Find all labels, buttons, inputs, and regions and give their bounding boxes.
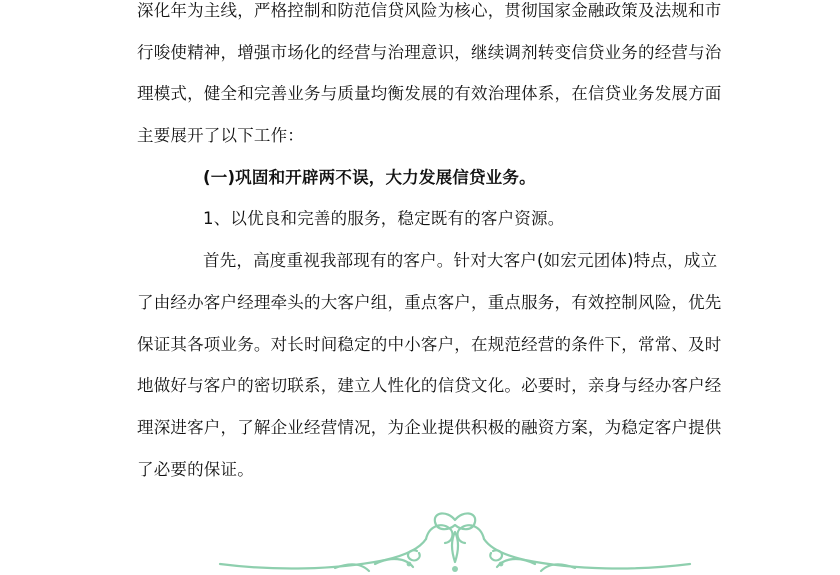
body-line: 深化年为主线，严格控制和防范信贷风险为核心，贯彻国家金融政策及法规和市: [137, 1, 722, 20]
body-line: 行唆使精神，增强市场化的经营与治理意识，继续调剂转变信贷业务的经营与治: [137, 42, 722, 62]
floral-scroll-ornament-icon: [215, 508, 695, 575]
body-line: 主要展开了以下工作：: [137, 126, 304, 146]
section-heading: (一)巩固和开辟两不误，大力发展信贷业务。: [203, 167, 536, 187]
paragraph-line: 理深进客户，了解企业经营情况，为企业提供积极的融资方案，为稳定客户提供: [137, 417, 722, 437]
paragraph-line: 了必要的保证。: [137, 459, 254, 479]
paragraph-line: 首先，高度重视我部现有的客户。针对大客户(如宏元团体)特点，成立: [203, 251, 718, 271]
sub-heading: 1、以优良和完善的服务，稳定既有的客户资源。: [203, 209, 565, 229]
body-line: 理模式，健全和完善业务与质量均衡发展的有效治理体系，在信贷业务发展方面: [137, 84, 722, 104]
paragraph-line: 地做好与客户的密切联系，建立人性化的信贷文化。必要时，亲身与经办客户经: [137, 376, 722, 396]
paragraph-line: 了由经办客户经理牵头的大客户组，重点客户，重点服务，有效控制风险，优先: [137, 292, 722, 312]
document-body: [137, 0, 722, 490]
paragraph-line: 保证其各项业务。对长时间稳定的中小客户，在规范经营的条件下，常常、及时: [137, 334, 722, 354]
